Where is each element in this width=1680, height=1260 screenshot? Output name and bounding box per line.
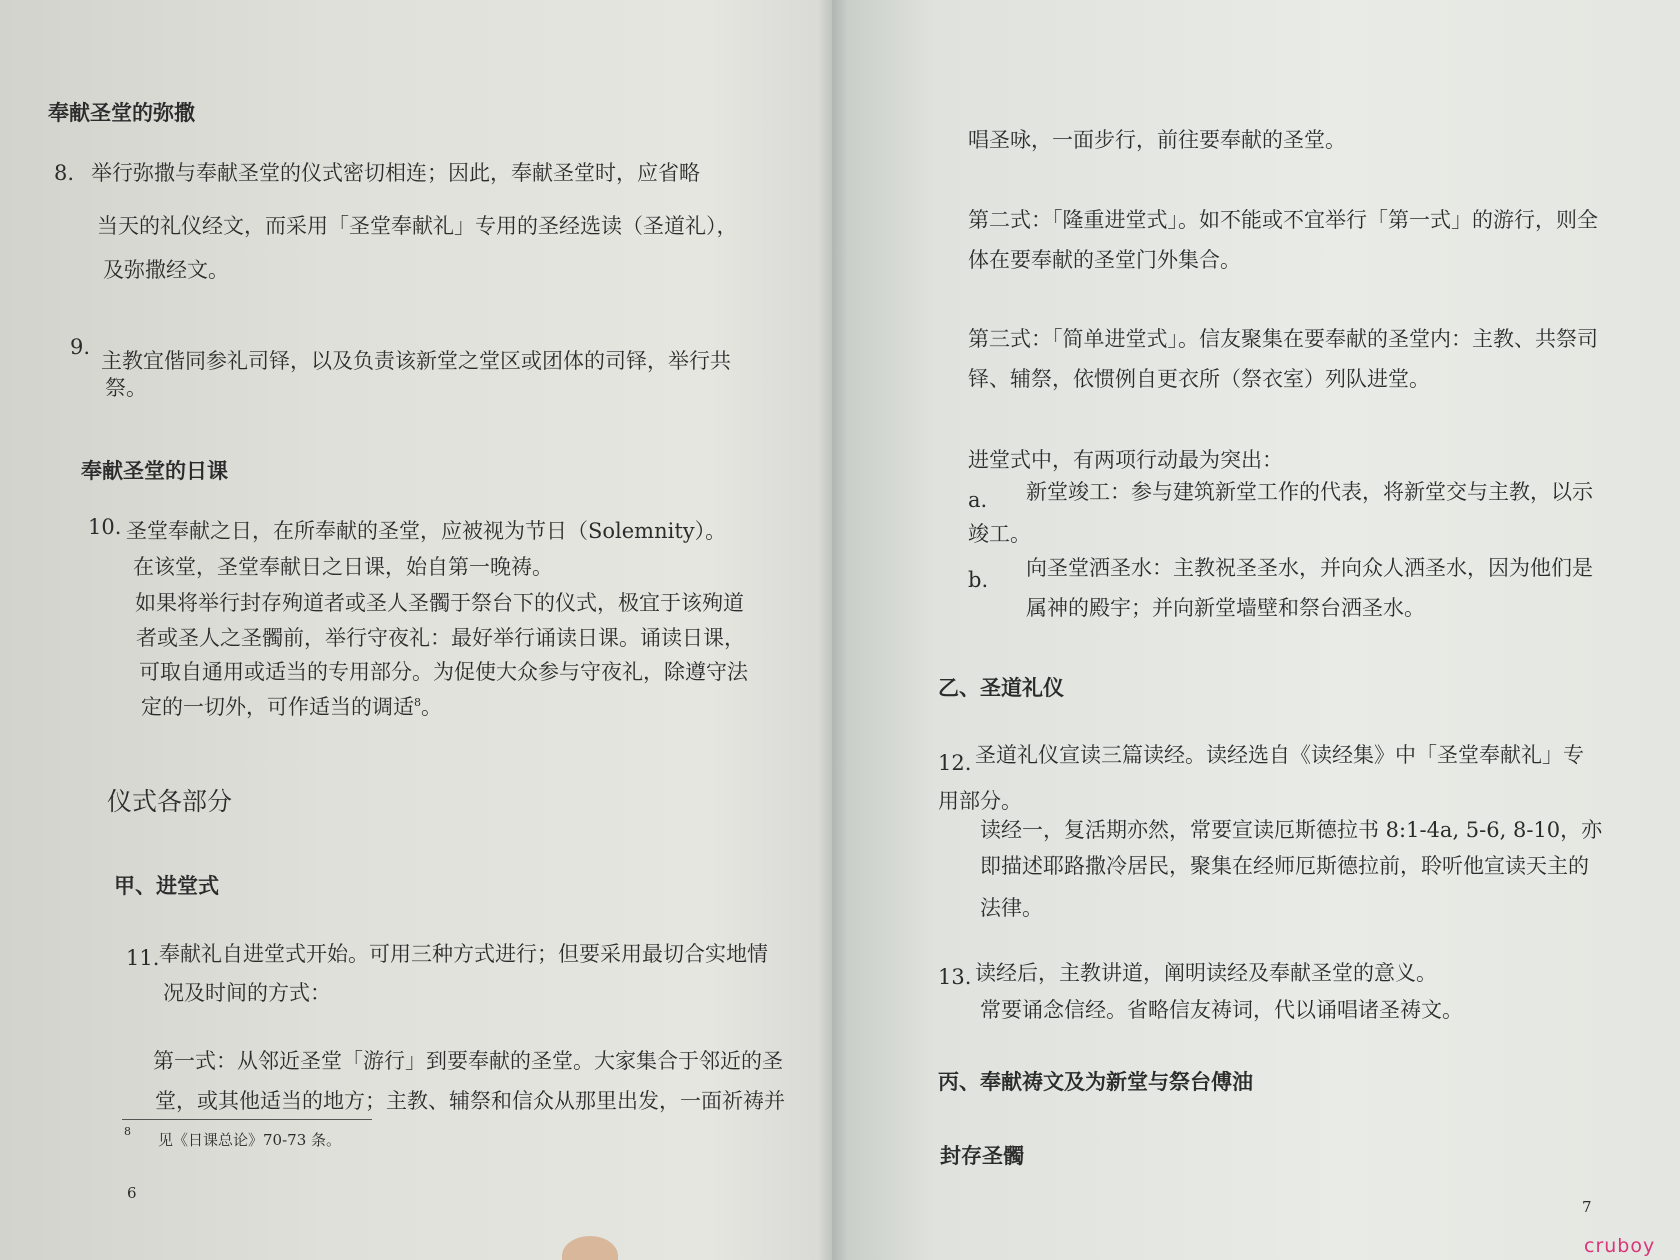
para-10-line-1: 圣堂奉献之日，在所奉献的圣堂，应被视为节日（Solemnity）。 [126, 519, 727, 543]
para-10-line-4: 者或圣人之圣髑前，举行守夜礼：最好举行诵读日课。诵读日课， [136, 626, 745, 650]
para-12-line-1: 圣道礼仪宣读三篇读经。读经选自《读经集》中「圣堂奉献礼」专 [975, 743, 1584, 767]
para-12-line-2: 用部分。 [938, 789, 1022, 813]
para-10-line-6-text: 定的一切外，可作适当的调适 [141, 695, 414, 719]
para-9-line-1: 主教宜偕同参礼司铎，以及负责该新堂之堂区或团体的司铎，举行共 [101, 349, 731, 373]
para-10-number: 10. [88, 515, 122, 539]
section-title-mass: 奉献圣堂的弥撒 [48, 101, 195, 125]
actions-intro: 进堂式中，有两项行动最为突出： [968, 448, 1283, 472]
form-1-continued: 唱圣咏，一面步行，前往要奉献的圣堂。 [968, 128, 1346, 152]
para-10-line-6 [141, 697, 442, 718]
watermark: cruboy [1584, 1235, 1656, 1257]
para-11-line-2: 况及时间的方式： [163, 981, 331, 1005]
para-12-number: 12. [938, 751, 972, 775]
section-title-word: 乙、圣道礼仪 [938, 676, 1064, 700]
page-number-left: 6 [127, 1184, 137, 1202]
footnote-ref-8[interactable]: 8 [414, 696, 421, 709]
form-3-line-1: 第三式：「简单进堂式」。信友聚集在要奉献的圣堂内：主教、共祭司 [968, 327, 1598, 351]
para-12-line-3: 读经一，复活期亦然，常要宣读厄斯德拉书 8:1-4a, 5-6, 8-10，亦 [980, 818, 1603, 842]
footnote-text: 见《日课总论》70-73 条。 [158, 1131, 342, 1149]
action-a-label: a. [968, 488, 988, 512]
para-11-line-1: 奉献礼自进堂式开始。可用三种方式进行；但要采用最切合实地情 [159, 942, 768, 966]
form-1-line-1: 第一式：从邻近圣堂「游行」到要奉献的圣堂。大家集合于邻近的圣 [153, 1049, 783, 1073]
para-10-line-5: 可取自通用或适当的专用部分。为促使大众参与守夜礼，除遵守法 [139, 660, 748, 684]
form-2-line-2: 体在要奉献的圣堂门外集合。 [968, 248, 1241, 272]
para-9-number: 9. [70, 335, 91, 359]
para-8-line-3: 及弥撒经文。 [103, 258, 229, 282]
form-1-line-2: 堂，或其他适当的地方；主教、辅祭和信众从那里出发，一面祈祷并 [155, 1089, 785, 1113]
left-page [0, 0, 832, 1260]
footnote-divider [122, 1119, 372, 1120]
form-2-line-1: 第二式：「隆重进堂式」。如不能或不宜举行「第一式」的游行，则全 [968, 208, 1598, 232]
para-10-line-6-end: 。 [421, 695, 442, 719]
para-11-number: 11. [126, 946, 160, 970]
para-8-line-2: 当天的礼仪经文，而采用「圣堂奉献礼」专用的圣经选读（圣道礼）， [97, 214, 738, 238]
footnote-number: 8 [124, 1125, 131, 1138]
section-title-parts: 仪式各部分 [107, 787, 233, 816]
para-10-line-2: 在该堂，圣堂奉献日之日课，始自第一晚祷。 [133, 555, 553, 579]
para-10-line-3: 如果将举行封存殉道者或圣人圣髑于祭台下的仪式，极宜于该殉道 [135, 591, 744, 615]
action-b-label: b. [968, 568, 989, 592]
section-title-hours: 奉献圣堂的日课 [81, 459, 228, 483]
thumb-shape [562, 1236, 618, 1260]
section-title-entrance: 甲、进堂式 [114, 874, 219, 898]
para-9-line-2: 祭。 [105, 376, 147, 400]
right-page [832, 0, 1680, 1260]
form-3-line-2: 铎、辅祭，依惯例自更衣所（祭衣室）列队进堂。 [968, 367, 1430, 391]
para-12-line-5: 法律。 [980, 896, 1043, 920]
para-8-line-1: 举行弥撒与奉献圣堂的仪式密切相连；因此，奉献圣堂时，应省略 [91, 161, 700, 185]
section-title-prayer: 丙、奉献祷文及为新堂与祭台傅油 [938, 1070, 1253, 1094]
para-8-number: 8. [54, 161, 75, 185]
action-a-line-1: 新堂竣工：参与建筑新堂工作的代表，将新堂交与主教，以示 [1026, 480, 1593, 504]
para-12-line-4: 即描述耶路撒冷居民，聚集在经师厄斯德拉前，聆听他宣读天主的 [980, 854, 1589, 878]
para-13-line-2: 常要诵念信经。省略信友祷词，代以诵唱诸圣祷文。 [980, 998, 1463, 1022]
para-13-line-1: 读经后，主教讲道，阐明读经及奉献圣堂的意义。 [975, 961, 1437, 985]
action-b-line-2: 属神的殿宇；并向新堂墙壁和祭台洒圣水。 [1026, 596, 1425, 620]
action-b-line-1: 向圣堂洒圣水：主教祝圣圣水，并向众人洒圣水，因为他们是 [1026, 556, 1593, 580]
page-number-right: 7 [1582, 1198, 1592, 1216]
action-a-line-2: 竣工。 [968, 522, 1031, 546]
para-13-number: 13. [938, 965, 972, 989]
section-title-relics: 封存圣髑 [940, 1144, 1024, 1168]
book-gutter [818, 0, 848, 1260]
